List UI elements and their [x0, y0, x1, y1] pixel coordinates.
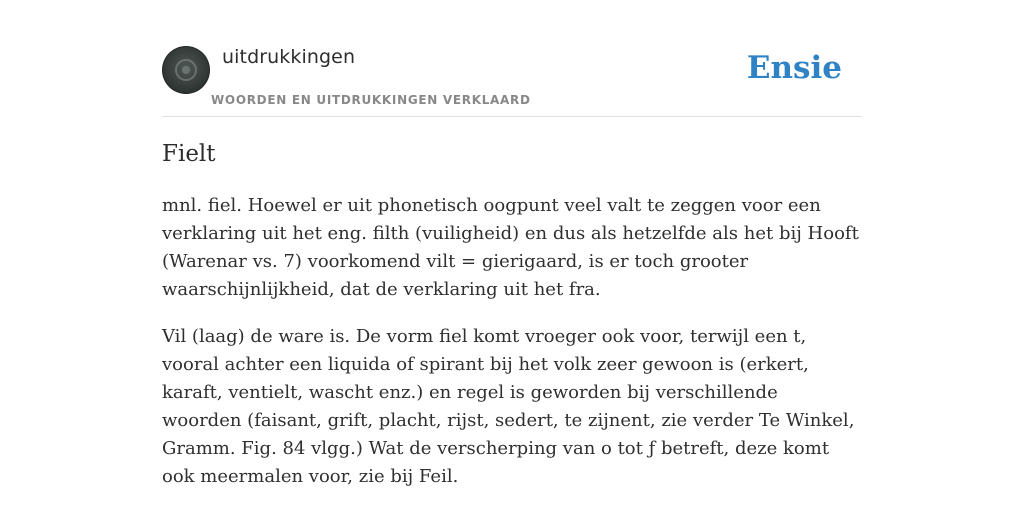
avatar[interactable] [162, 46, 210, 94]
site-tagline: WOORDEN EN UITDRUKKINGEN VERKLAARD [211, 93, 531, 107]
page-container [162, 0, 862, 512]
header [162, 0, 862, 117]
definition-paragraph: Vil (laag) de ware is. De vorm fiel komt vroeger ook voor, terwijl een t, vooral achter een liquida of spirant bij het volk zeer gewoon is (erkert, karaft, ventielt, wascht enz.) en regel is geworden bij verschillende woorden (faisant, grift, placht, rijst, sedert, te zijnent, zie verder Te Winkel, Gramm. Fig. 84 vlgg.) Wat de verscherping van o tot ƒ betreft, deze komt ook meermalen voor, zie bij Feil. [162, 326, 855, 487]
definition-paragraph: mnl. fiel. Hoewel er uit phonetisch oogpunt veel valt te zeggen voor een verklaring uit het eng. filth (vuiligheid) en dus als hetzelfde als het bij Hooft (Warenar vs. 7) voorkomend vilt = gierigaard, is er toch grooter waarschijnlijkheid, dat de verklaring uit het fra. [162, 195, 859, 300]
page-title: Fielt [162, 141, 216, 167]
ensie-logo-link[interactable]: Ensie [746, 50, 842, 86]
site-name-link[interactable]: uitdrukkingen [222, 46, 356, 68]
